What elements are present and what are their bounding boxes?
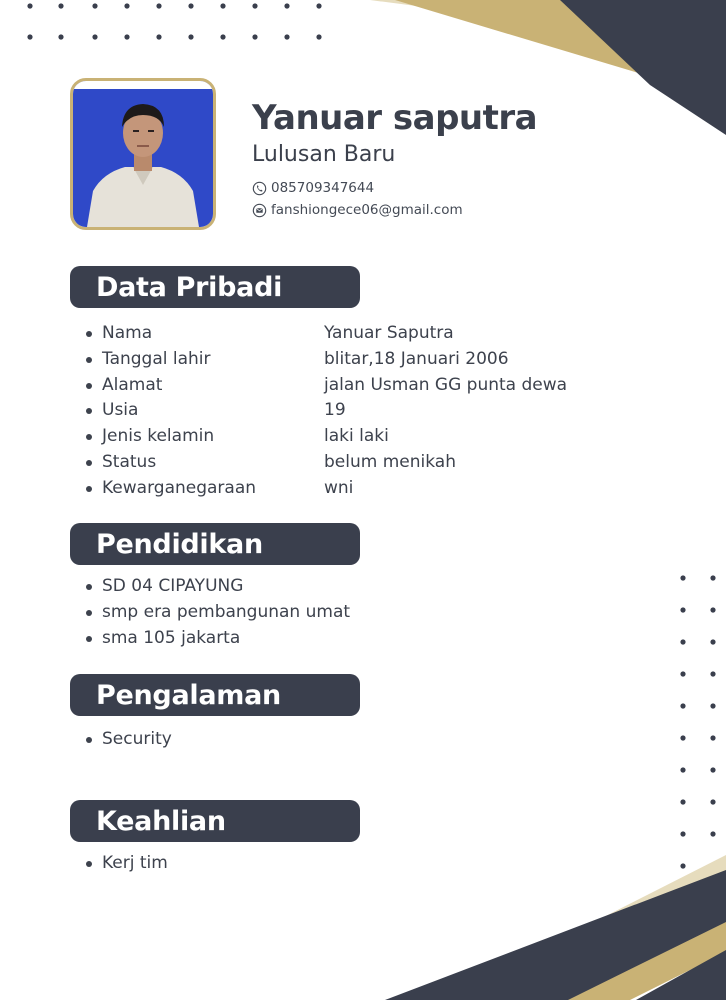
list-item [86, 347, 567, 373]
phone-number: 085709347644 [271, 180, 375, 196]
section-title-experience: Pengalaman [96, 679, 281, 711]
list-item [86, 424, 567, 450]
list-item [86, 476, 567, 502]
personal-data-list [86, 321, 567, 502]
email-address[interactable]: fanshiongece06@gmail.com [271, 202, 463, 218]
contact-phone [252, 180, 374, 196]
list-item: smp era pembangunan umat [86, 600, 350, 626]
field-label: Status [102, 451, 157, 472]
profile-role: Lulusan Baru [252, 142, 396, 167]
list-item [86, 450, 567, 476]
section-header-skills [70, 800, 360, 842]
field-label: Usia [102, 400, 139, 421]
section-title-education: Pendidikan [96, 528, 263, 560]
field-label: Nama [102, 323, 153, 343]
section-title-skills: Keahlian [96, 805, 226, 837]
skills-list [86, 851, 168, 877]
field-value: belum menikah [324, 451, 456, 472]
field-label: Jenis kelamin [102, 426, 215, 447]
list-item: Kerj tim [86, 851, 168, 877]
field-value: 19 [324, 400, 346, 421]
list-item: SD 04 CIPAYUNG [86, 574, 350, 600]
field-value: wni [324, 477, 354, 498]
field-value: Yanuar Saputra [324, 323, 454, 343]
education-list [86, 574, 350, 651]
section-header-education [70, 523, 360, 565]
field-label: Kewarganegaraan [102, 477, 257, 498]
list-item [86, 373, 567, 399]
list-item [86, 398, 567, 424]
field-label: Alamat [102, 374, 163, 395]
experience-list [86, 727, 172, 753]
top-navy-band [560, 0, 726, 135]
list-item [86, 321, 567, 347]
section-title-personal: Data Pribadi [96, 271, 283, 303]
top-dot-pattern [27, 3, 321, 39]
email-icon [252, 203, 267, 218]
section-header-personal [70, 266, 360, 308]
field-value: blitar,18 Januari 2006 [324, 348, 509, 369]
field-value: laki laki [324, 426, 389, 447]
list-item: Security [86, 727, 172, 753]
contact-email [252, 202, 463, 218]
section-header-experience [70, 674, 360, 716]
profile-name: Yanuar saputra [252, 98, 538, 138]
profile-photo-frame [70, 78, 216, 230]
phone-icon [252, 181, 267, 196]
list-item: sma 105 jakarta [86, 626, 350, 652]
right-dot-pattern [680, 575, 715, 868]
field-value: jalan Usman GG punta dewa [324, 374, 568, 395]
profile-photo [73, 81, 213, 227]
field-label: Tanggal lahir [102, 348, 211, 369]
